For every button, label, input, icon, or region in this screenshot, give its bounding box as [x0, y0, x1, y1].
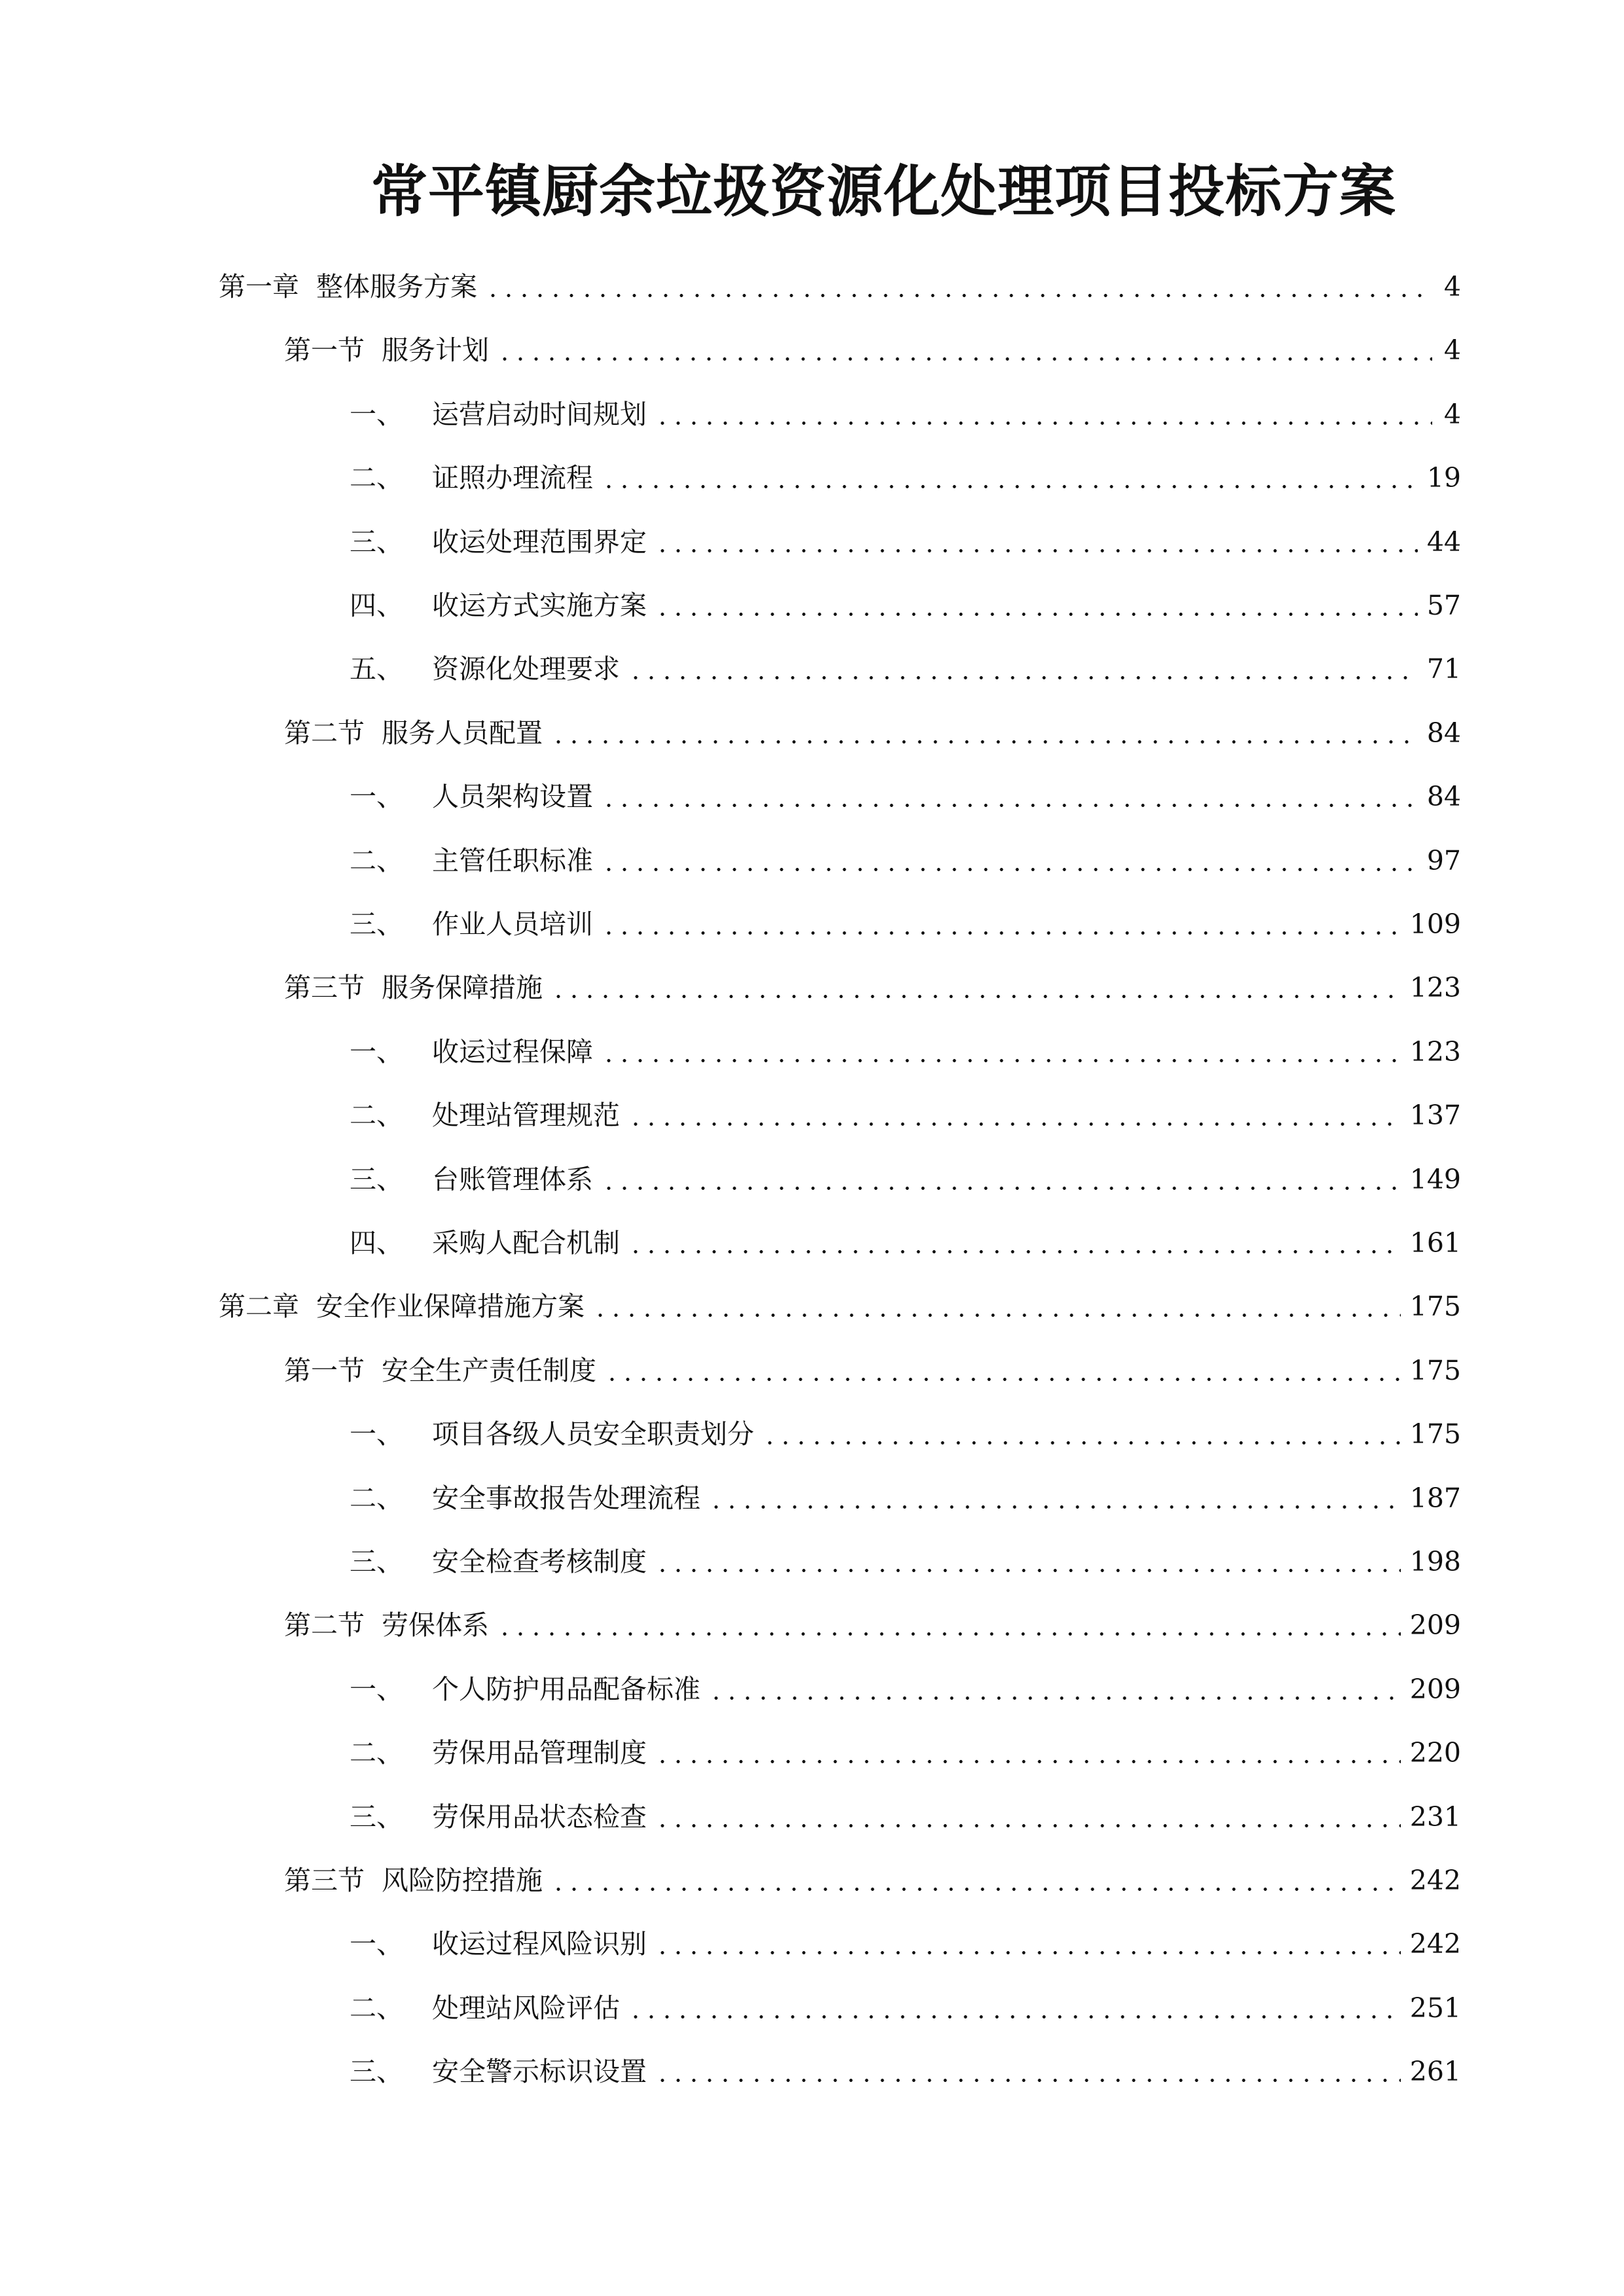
toc-dot-leader: [601, 834, 1418, 887]
toc-entry[interactable]: [350, 1982, 1461, 2034]
toc-dot-leader: [628, 1982, 1401, 2034]
toc-entry-page-number: 251: [1409, 1992, 1461, 2024]
toc-entry-page-number: 123: [1409, 972, 1461, 1003]
toc-entry-number: 第二章: [219, 1291, 299, 1322]
toc-entry[interactable]: [350, 1727, 1461, 1779]
toc-entry-page-number: 209: [1409, 1674, 1461, 1705]
toc-entry-number: 一、: [350, 1674, 403, 1705]
toc-entry[interactable]: [350, 2045, 1461, 2098]
toc-entry[interactable]: [350, 1153, 1461, 1206]
toc-dot-leader: [550, 1854, 1401, 1907]
toc-dot-leader: [762, 1408, 1401, 1460]
toc-entry-page-number: 175: [1409, 1291, 1461, 1322]
toc-entry-page-number: 175: [1409, 1418, 1461, 1450]
toc-entry-title: 项目各级人员安全职责划分: [432, 1418, 754, 1450]
toc-dot-leader: [601, 452, 1418, 504]
toc-entry-number: 一、: [350, 399, 403, 430]
toc-dot-leader: [550, 961, 1401, 1014]
toc-dot-leader: [592, 1280, 1401, 1333]
toc-entry-page-number: 161: [1409, 1227, 1461, 1259]
toc-dot-leader: [601, 898, 1401, 950]
toc-entry[interactable]: [350, 1472, 1461, 1524]
toc-entry-title: 劳保用品管理制度: [432, 1737, 647, 1768]
toc-entry-page-number: 242: [1409, 1865, 1461, 1896]
toc-entry-title: 劳保体系: [382, 1609, 489, 1641]
toc-entry-title: 风险防控措施: [382, 1865, 543, 1896]
toc-dot-leader: [655, 388, 1432, 440]
toc-entry[interactable]: [350, 388, 1461, 440]
toc-entry[interactable]: [219, 1280, 1461, 1333]
toc-entry[interactable]: [350, 1217, 1461, 1269]
toc-dot-leader: [497, 1599, 1401, 1651]
toc-dot-leader: [655, 579, 1418, 632]
toc-entry-title: 服务保障措施: [382, 972, 543, 1003]
toc-entry-page-number: 123: [1409, 1036, 1461, 1067]
toc-dot-leader: [601, 1153, 1401, 1206]
toc-entry[interactable]: [350, 1026, 1461, 1078]
toc-entry-title: 整体服务方案: [316, 271, 477, 302]
toc-entry-page-number: 19: [1426, 462, 1461, 493]
toc-entry-number: 二、: [350, 845, 403, 876]
toc-entry-page-number: 84: [1426, 781, 1461, 812]
toc-entry-number: 二、: [350, 1100, 403, 1131]
toc-entry-number: 一、: [350, 1036, 403, 1067]
toc-entry-title: 安全事故报告处理流程: [432, 1482, 700, 1514]
toc-entry[interactable]: [284, 961, 1461, 1014]
toc-entry-title: 采购人配合机制: [432, 1227, 620, 1259]
toc-entry-page-number: 209: [1409, 1609, 1461, 1641]
toc-entry[interactable]: [350, 1663, 1461, 1715]
toc-entry[interactable]: [350, 1791, 1461, 1843]
toc-dot-leader: [628, 1089, 1401, 1141]
toc-entry-page-number: 175: [1409, 1355, 1461, 1386]
toc-entry-number: 第二节: [284, 717, 365, 749]
toc-entry-number: 三、: [350, 526, 403, 558]
toc-entry[interactable]: [284, 324, 1461, 376]
toc-entry-number: 二、: [350, 1737, 403, 1768]
toc-dot-leader: [628, 643, 1418, 695]
toc-entry-title: 收运过程保障: [432, 1036, 593, 1067]
toc-entry-title: 处理站管理规范: [432, 1100, 620, 1131]
toc-entry-page-number: 137: [1409, 1100, 1461, 1131]
toc-entry-number: 第一节: [284, 334, 365, 366]
document-title: 常平镇厨余垃圾资源化处理项目投标方案: [371, 159, 1396, 224]
toc-entry-title: 资源化处理要求: [432, 653, 620, 685]
toc-entry-title: 劳保用品状态检查: [432, 1801, 647, 1833]
toc-entry-page-number: 57: [1426, 590, 1461, 621]
toc-entry-page-number: 71: [1426, 653, 1461, 685]
toc-entry-number: 四、: [350, 1227, 403, 1259]
toc-entry[interactable]: [350, 452, 1461, 504]
toc-entry[interactable]: [284, 707, 1461, 759]
toc-entry-title: 处理站风险评估: [432, 1992, 620, 2024]
toc-entry-number: 一、: [350, 1418, 403, 1450]
toc-entry-number: 三、: [350, 1801, 403, 1833]
toc-entry-page-number: 4: [1443, 334, 1461, 366]
toc-dot-leader: [604, 1344, 1401, 1397]
toc-entry-title: 安全生产责任制度: [382, 1355, 596, 1386]
toc-dot-leader: [601, 770, 1418, 823]
toc-entry[interactable]: [350, 1918, 1461, 1970]
toc-entry-title: 服务计划: [382, 334, 489, 366]
toc-entry-number: 第一节: [284, 1355, 365, 1386]
toc-entry-title: 主管任职标准: [432, 845, 593, 876]
toc-entry-page-number: 198: [1409, 1546, 1461, 1577]
toc-dot-leader: [655, 1791, 1401, 1843]
toc-entry-title: 安全作业保障措施方案: [316, 1291, 585, 1322]
toc-entry-number: 一、: [350, 1928, 403, 1960]
toc-dot-leader: [497, 324, 1432, 376]
toc-dot-leader: [708, 1663, 1401, 1715]
toc-dot-leader: [628, 1217, 1401, 1269]
toc-dot-leader: [655, 1727, 1401, 1779]
toc-entry[interactable]: [350, 1408, 1461, 1460]
toc-entry-title: 证照办理流程: [432, 462, 593, 493]
toc-entry-title: 收运方式实施方案: [432, 590, 647, 621]
toc-entry[interactable]: [284, 1599, 1461, 1651]
toc-entry-title: 作业人员培训: [432, 908, 593, 940]
toc-entry-page-number: 187: [1409, 1482, 1461, 1514]
toc-entry-page-number: 220: [1409, 1737, 1461, 1768]
toc-dot-leader: [485, 260, 1432, 313]
toc-entry-number: 第一章: [219, 271, 299, 302]
toc-entry[interactable]: [350, 898, 1461, 950]
toc-entry-number: 三、: [350, 2056, 403, 2087]
toc-entry[interactable]: [350, 834, 1461, 887]
toc-entry-title: 安全检查考核制度: [432, 1546, 647, 1577]
toc-entry[interactable]: [284, 1854, 1461, 1907]
toc-entry-page-number: 84: [1426, 717, 1461, 749]
toc-dot-leader: [655, 1535, 1401, 1588]
toc-entry-number: 四、: [350, 590, 403, 621]
toc-entry[interactable]: [350, 516, 1461, 568]
toc-entry-title: 运营启动时间规划: [432, 399, 647, 430]
toc-entry-title: 收运过程风险识别: [432, 1928, 647, 1960]
toc-entry-title: 服务人员配置: [382, 717, 543, 749]
toc-entry-page-number: 242: [1409, 1928, 1461, 1960]
toc-entry-number: 第三节: [284, 972, 365, 1003]
toc-entry-page-number: 4: [1443, 399, 1461, 430]
toc-entry-page-number: 97: [1426, 845, 1461, 876]
toc-dot-leader: [655, 2045, 1401, 2098]
toc-entry-number: 三、: [350, 1164, 403, 1195]
toc-entry-title: 收运处理范围界定: [432, 526, 647, 558]
toc-entry[interactable]: [219, 260, 1461, 313]
toc-entry[interactable]: [350, 1535, 1461, 1588]
toc-entry-number: 三、: [350, 908, 403, 940]
toc-entry[interactable]: [350, 643, 1461, 695]
toc-dot-leader: [655, 516, 1418, 568]
toc-entry[interactable]: [350, 579, 1461, 632]
toc-entry-number: 三、: [350, 1546, 403, 1577]
toc-entry[interactable]: [350, 1089, 1461, 1141]
toc-dot-leader: [601, 1026, 1401, 1078]
toc-entry-page-number: 109: [1409, 908, 1461, 940]
toc-entry-title: 台账管理体系: [432, 1164, 593, 1195]
toc-entry-number: 五、: [350, 653, 403, 685]
toc-dot-leader: [708, 1472, 1401, 1524]
toc-dot-leader: [655, 1918, 1401, 1970]
toc-entry-number: 二、: [350, 1992, 403, 2024]
toc-entry-page-number: 4: [1443, 271, 1461, 302]
toc-entry-number: 第三节: [284, 1865, 365, 1896]
toc-entry-number: 二、: [350, 1482, 403, 1514]
toc-entry-number: 第二节: [284, 1609, 365, 1641]
toc-entry-title: 人员架构设置: [432, 781, 593, 812]
toc-entry-title: 安全警示标识设置: [432, 2056, 647, 2087]
toc-entry-page-number: 261: [1409, 2056, 1461, 2087]
toc-entry[interactable]: [350, 770, 1461, 823]
toc-entry-page-number: 44: [1426, 526, 1461, 558]
toc-entry-page-number: 149: [1409, 1164, 1461, 1195]
toc-entry-page-number: 231: [1409, 1801, 1461, 1833]
toc-entry-number: 二、: [350, 462, 403, 493]
toc-entry-title: 个人防护用品配备标准: [432, 1674, 700, 1705]
toc-dot-leader: [550, 707, 1418, 759]
toc-entry-number: 一、: [350, 781, 403, 812]
toc-entry[interactable]: [284, 1344, 1461, 1397]
